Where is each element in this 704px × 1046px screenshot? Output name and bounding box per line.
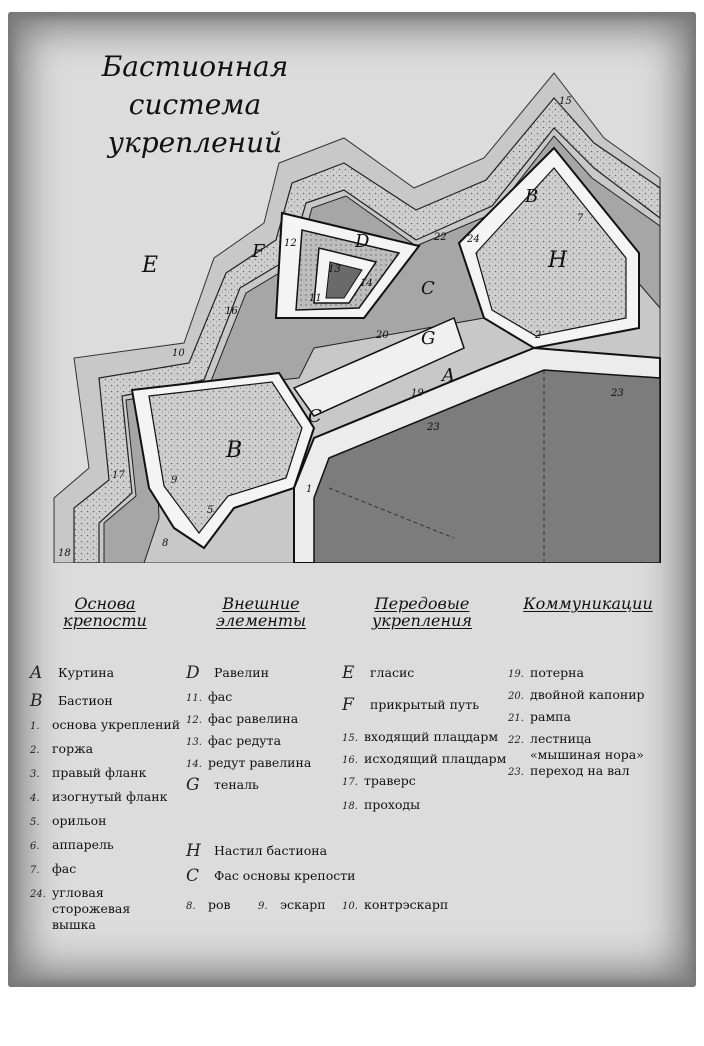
legend-item xyxy=(30,885,162,933)
legend-label: основа укреплений xyxy=(52,717,181,732)
legend-item xyxy=(186,777,259,794)
legend-key: 20. xyxy=(508,691,524,702)
legend-label: орильон xyxy=(52,813,107,828)
legend-item-fortress-face xyxy=(186,868,355,885)
legend-label: Бастион xyxy=(58,693,113,708)
legend-heading-line: укрепления xyxy=(372,611,472,630)
legend-key: 3. xyxy=(30,769,40,780)
legend-key: 1. xyxy=(30,721,40,732)
legend-heading-line: Коммуникации xyxy=(523,594,653,613)
map-label: 12 xyxy=(284,238,297,249)
legend-col-outer-elements xyxy=(186,594,336,795)
legend-item xyxy=(342,773,416,791)
legend-item xyxy=(30,741,93,759)
legend-label: фас равелина xyxy=(208,711,299,726)
legend-heading-outworks xyxy=(342,595,502,629)
legend-label: фас редута xyxy=(208,733,282,748)
legend-label: Фас основы крепости xyxy=(214,868,356,883)
legend-key: B xyxy=(30,691,43,711)
legend-key: 23. xyxy=(508,767,524,778)
legend-key: 19. xyxy=(508,669,524,680)
map-label: F xyxy=(252,241,265,262)
map-label: 9 xyxy=(171,475,178,486)
map-label: G xyxy=(421,328,436,349)
legend-item xyxy=(342,665,414,682)
legend-key: 14. xyxy=(186,759,202,770)
legend-label: фас xyxy=(52,861,77,876)
legend-key: 11. xyxy=(186,693,202,704)
legend-key: 7. xyxy=(30,865,40,876)
legend-key: 22. xyxy=(508,735,524,746)
legend-label: аппарель xyxy=(52,837,114,852)
legend-heading-communications xyxy=(508,595,668,612)
legend-label: редут равелина xyxy=(208,755,312,770)
legend-item xyxy=(342,729,498,747)
legend-item xyxy=(342,751,506,769)
legend-label: изогнутый фланк xyxy=(52,789,168,804)
legend-label: фас xyxy=(208,689,233,704)
legend-item xyxy=(508,731,650,763)
legend-key: 13. xyxy=(186,737,202,748)
legend-label: правый фланк xyxy=(52,765,147,780)
map-label: C xyxy=(421,278,435,299)
map-label: 17 xyxy=(112,470,125,481)
legend-heading-line: крепости xyxy=(63,611,147,630)
map-label: 18 xyxy=(58,548,71,559)
map-label: 5 xyxy=(207,505,214,516)
legend-heading-line: элементы xyxy=(215,611,307,630)
legend-label: двойной капонир xyxy=(530,687,645,702)
legend-label: прикрытый путь xyxy=(370,697,480,712)
legend-key: 10. xyxy=(342,901,358,912)
map-label: 13 xyxy=(328,264,341,275)
map-label: 23 xyxy=(611,388,624,399)
map-label: E xyxy=(142,253,159,278)
map-label: 7 xyxy=(577,213,584,224)
legend-item xyxy=(30,665,114,682)
legend-item xyxy=(30,693,113,710)
legend-key: 18. xyxy=(342,801,358,812)
legend-key: 16. xyxy=(342,755,358,766)
map-label: C xyxy=(308,406,322,427)
map-label: 20 xyxy=(376,330,389,341)
map-label: 19 xyxy=(411,388,424,399)
legend-item xyxy=(186,733,281,751)
legend-label: гласис xyxy=(370,665,415,680)
legend-label: потерна xyxy=(530,665,584,680)
legend-key: 15. xyxy=(342,733,358,744)
map-label: 24 xyxy=(467,234,480,245)
legend-label: переход на вал xyxy=(530,763,630,778)
legend-key: C xyxy=(186,866,200,886)
legend-heading-outer-elements xyxy=(186,595,336,629)
legend-label: входящий плацдарм xyxy=(364,729,499,744)
legend-heading-line: Основа xyxy=(74,594,136,613)
legend-key: 21. xyxy=(508,713,524,724)
legend-label: лестница «мышиная нора» xyxy=(530,731,644,762)
legend-label: ров xyxy=(208,897,231,912)
legend-label: угловая сторожевая вышка xyxy=(52,885,131,932)
legend-col-communications xyxy=(508,594,668,778)
legend-label: эскарп xyxy=(280,897,326,912)
legend-item xyxy=(30,789,167,807)
legend-key: 9. xyxy=(258,901,268,912)
map-label: A xyxy=(442,365,455,386)
legend-key: 4. xyxy=(30,793,40,804)
legend-label: горжа xyxy=(52,741,94,756)
legend-item xyxy=(508,687,645,705)
legend-label: рампа xyxy=(530,709,571,724)
legend-heading-fortress-base xyxy=(30,595,180,629)
map-label: 2 xyxy=(535,330,542,341)
map-label: 1 xyxy=(306,484,313,495)
map-label: 8 xyxy=(162,538,169,549)
legend-key: E xyxy=(342,663,355,683)
legend-item xyxy=(186,711,298,729)
map-label: 23 xyxy=(427,422,440,433)
legend-item-counterscarp xyxy=(342,897,448,915)
legend-item xyxy=(30,813,106,831)
legend-key: G xyxy=(186,775,200,795)
legend xyxy=(0,595,704,955)
legend-key: 17. xyxy=(342,777,358,788)
legend-key: 6. xyxy=(30,841,40,852)
legend-item-bastion-deck xyxy=(186,843,327,860)
map-label: B xyxy=(525,186,539,207)
legend-key: 12. xyxy=(186,715,202,726)
legend-item xyxy=(508,665,584,683)
map-label: 22 xyxy=(434,232,447,243)
legend-key: 2. xyxy=(30,745,40,756)
legend-item xyxy=(342,797,420,815)
legend-label: Настил бастиона xyxy=(214,843,328,858)
legend-label: контрэскарп xyxy=(364,897,449,912)
legend-label: исходящий плацдарм xyxy=(364,751,507,766)
legend-col-fortress-base xyxy=(30,594,181,932)
map-label: D xyxy=(355,231,370,252)
legend-label: теналь xyxy=(214,777,259,792)
map-label: 15 xyxy=(559,96,572,107)
map-label: 16 xyxy=(225,306,238,317)
legend-item xyxy=(30,717,180,735)
legend-item xyxy=(186,755,311,773)
legend-item-escarp xyxy=(258,897,326,915)
legend-label: Куртина xyxy=(58,665,115,680)
page-title-line-2: система укреплений xyxy=(107,88,283,159)
legend-key: F xyxy=(342,695,354,715)
map-label: 14 xyxy=(360,278,373,289)
legend-item xyxy=(186,665,269,682)
legend-item xyxy=(508,763,630,781)
legend-item xyxy=(30,837,114,855)
legend-label: Равелин xyxy=(214,665,269,680)
legend-key: 5. xyxy=(30,817,40,828)
legend-col-outworks xyxy=(342,594,507,812)
legend-item xyxy=(30,765,146,783)
map-label: 10 xyxy=(172,348,185,359)
legend-item-ditch xyxy=(186,897,231,915)
legend-heading-line: Внешние xyxy=(222,594,300,613)
legend-key: D xyxy=(186,663,200,683)
legend-key: H xyxy=(186,841,201,861)
legend-item xyxy=(508,709,571,727)
page-title-line-1: Бастионная xyxy=(101,50,289,83)
map-label: B xyxy=(226,438,243,463)
legend-key: 24. xyxy=(30,889,46,900)
legend-item xyxy=(30,861,76,879)
legend-key: A xyxy=(30,663,43,683)
legend-key: 8. xyxy=(186,901,196,912)
legend-label: траверс xyxy=(364,773,416,788)
legend-item xyxy=(342,697,479,714)
map-label: 11 xyxy=(309,293,322,304)
legend-heading-line: Передовые xyxy=(374,594,470,613)
legend-label: проходы xyxy=(364,797,421,812)
map-label: H xyxy=(548,248,568,273)
legend-item xyxy=(186,689,232,707)
page-title xyxy=(60,48,330,162)
